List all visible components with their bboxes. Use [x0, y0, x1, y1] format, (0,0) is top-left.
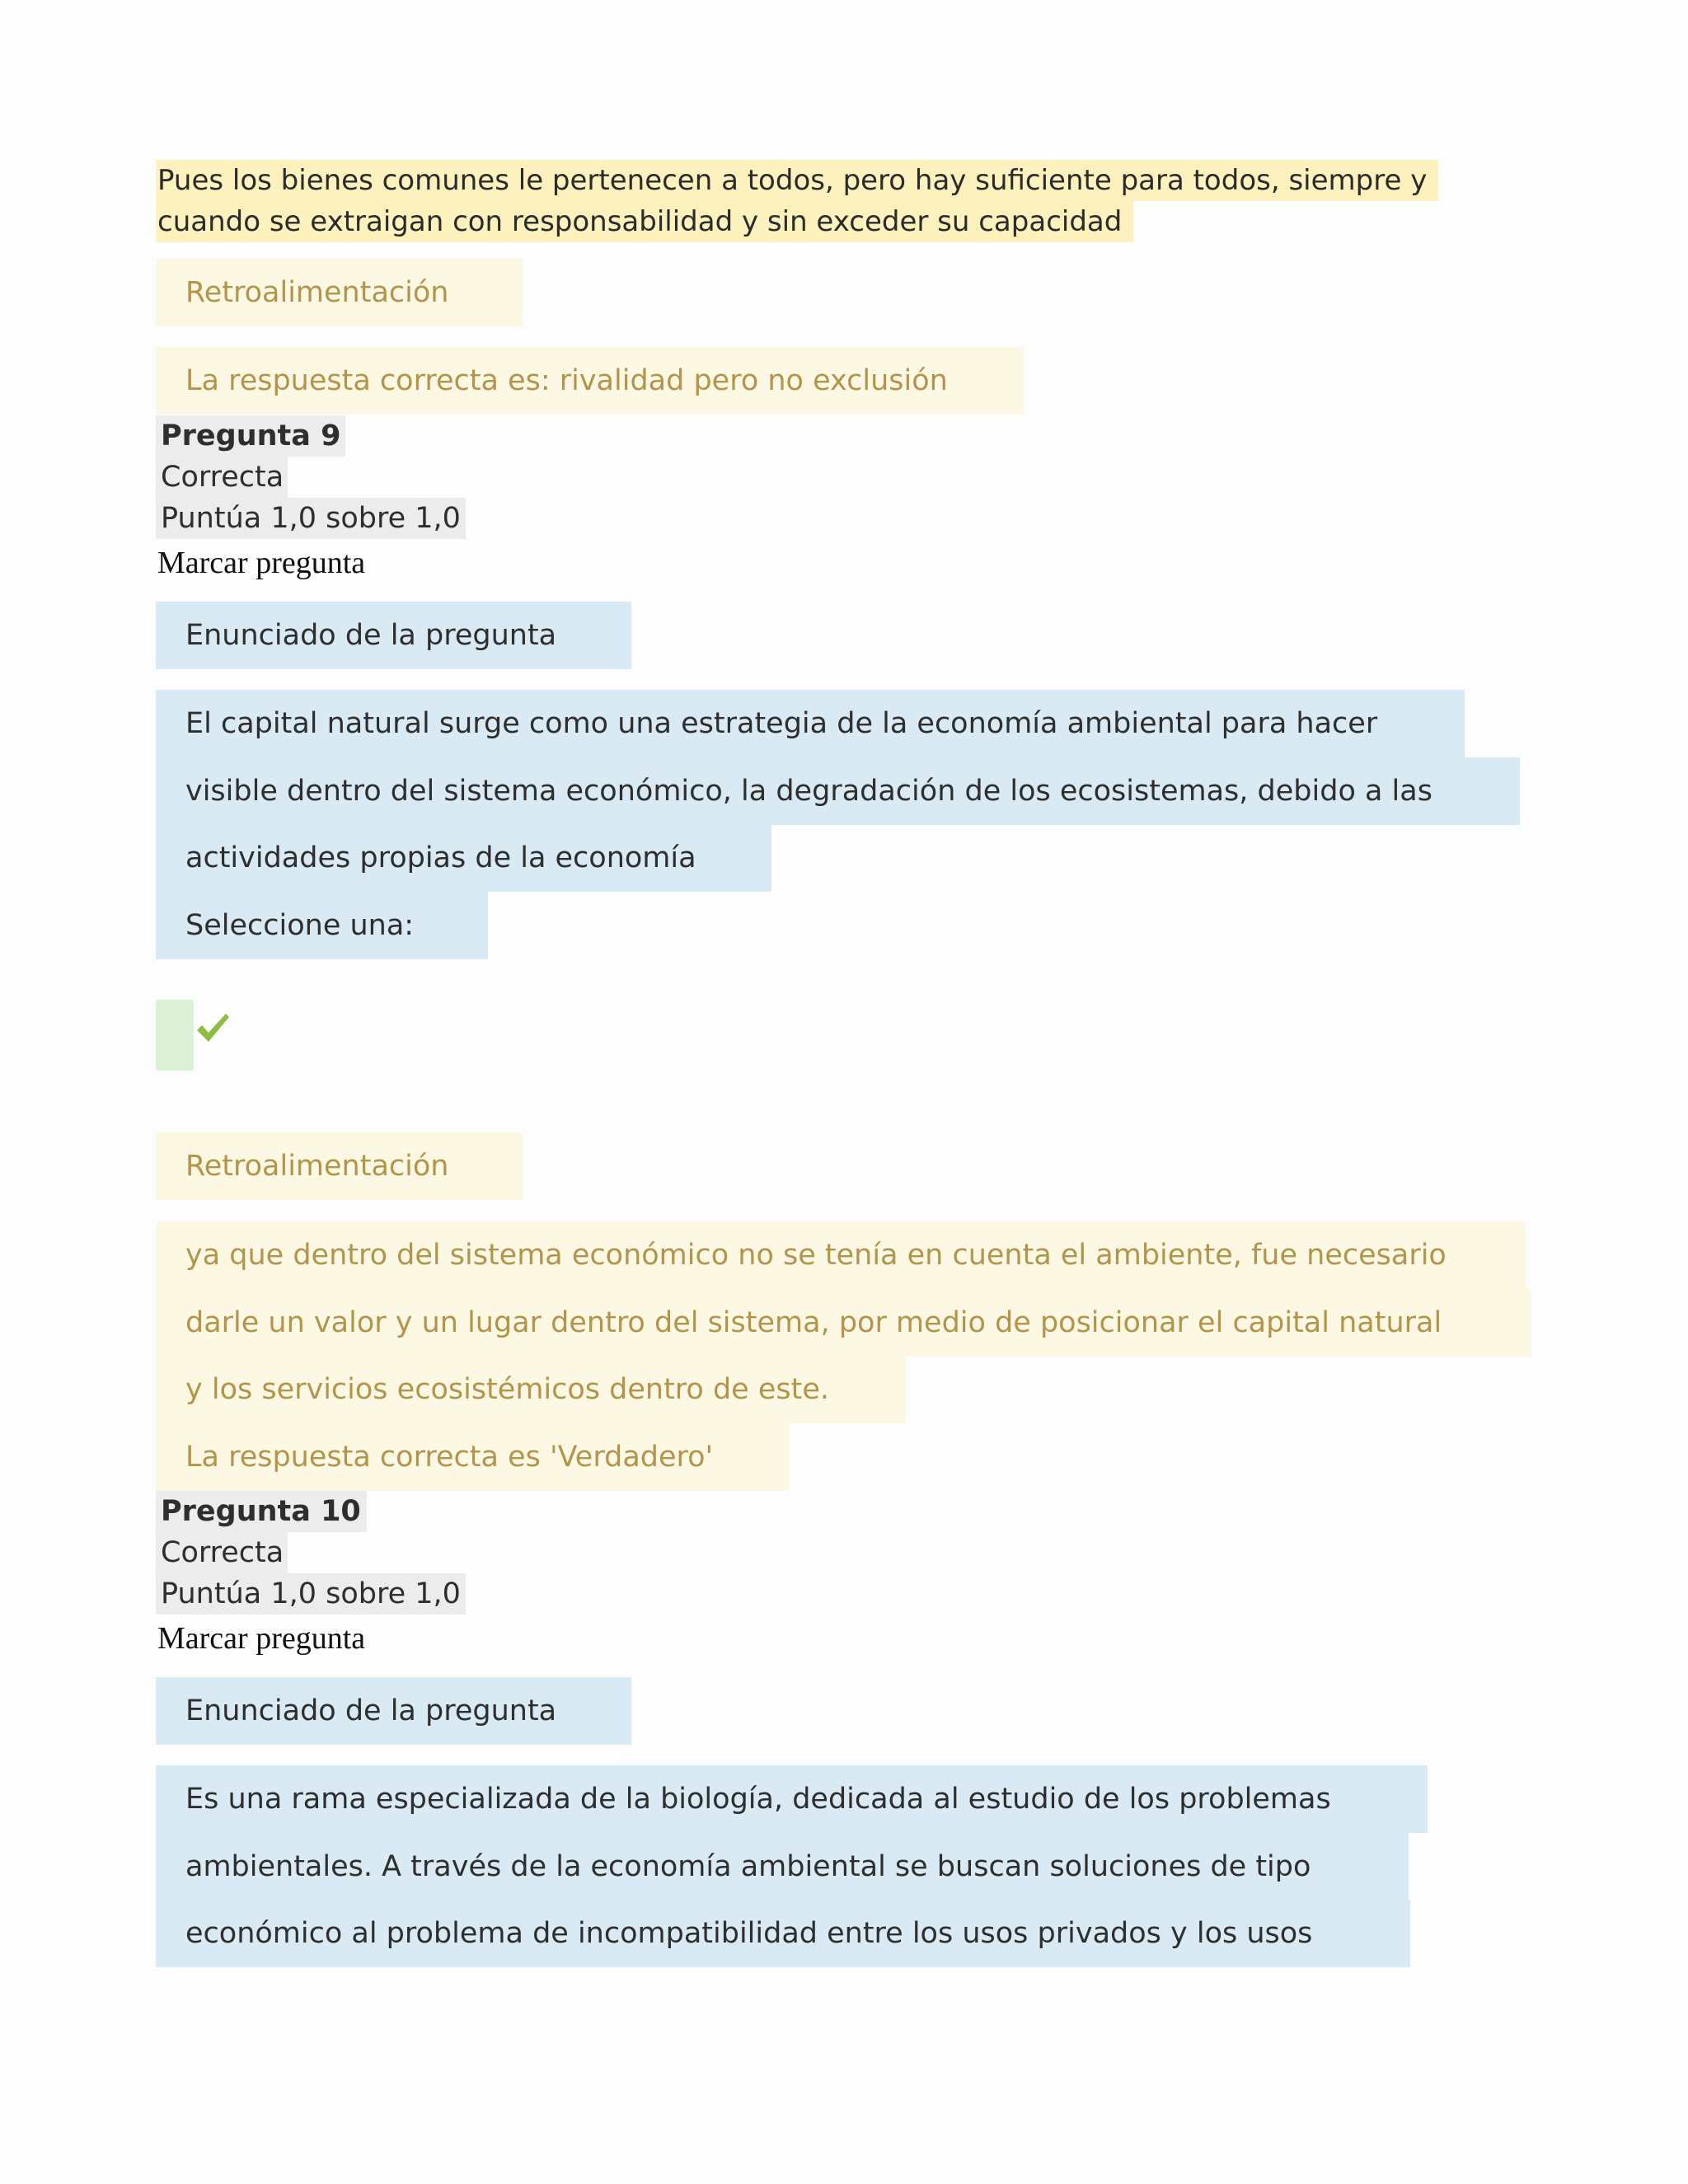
- select-prompt: Seleccione una:: [156, 892, 488, 959]
- answer-text-line-2: cuando se extraigan con responsabilidad y sin exceder su capacidad: [156, 201, 1133, 242]
- feedback-line-2: darle un valor y un lugar dentro del sistema, por medio de posicionar el capital natural: [156, 1289, 1531, 1357]
- statement-header: Enunciado de la pregunta: [156, 602, 631, 669]
- correct-answer-text: La respuesta correcta es: rivalidad pero no exclusión: [156, 347, 1024, 415]
- checkmark-icon: [195, 1010, 231, 1047]
- answer-option-marker: [156, 1000, 194, 1071]
- question-number: Pregunta 9: [156, 415, 345, 457]
- question-score: Puntúa 1,0 sobre 1,0: [156, 1573, 466, 1615]
- statement-line-3: actividades propias de la economía: [156, 824, 771, 892]
- answer-text-line-1: Pues los bienes comunes le pertenecen a todos, pero hay suficiente para todos, siempre y: [156, 160, 1438, 201]
- flag-question-link[interactable]: Marcar pregunta: [157, 1621, 366, 1656]
- statement-line-2: ambientales. A través de la economía ambiental se buscan soluciones de tipo: [156, 1833, 1409, 1900]
- statement-line-3: económico al problema de incompatibilidad entre los usos privados y los usos: [156, 1900, 1410, 1967]
- flag-question-link[interactable]: Marcar pregunta: [157, 546, 366, 580]
- question-score: Puntúa 1,0 sobre 1,0: [156, 498, 466, 539]
- correct-answer-text: La respuesta correcta es 'Verdadero': [156, 1423, 789, 1491]
- feedback-title: Retroalimentación: [156, 259, 523, 326]
- feedback-line-1: ya que dentro del sistema económico no se tenía en cuenta el ambiente, fue necesario: [156, 1221, 1526, 1289]
- statement-line-1: El capital natural surge como una estrategia de la economía ambiental para hacer: [156, 690, 1465, 757]
- feedback-line-3: y los servicios ecosistémicos dentro de este.: [156, 1356, 906, 1423]
- question-status: Correcta: [156, 457, 288, 498]
- question-status: Correcta: [156, 1532, 288, 1573]
- feedback-title: Retroalimentación: [156, 1132, 523, 1200]
- statement-line-2: visible dentro del sistema económico, la degradación de los ecosistemas, debido a las: [156, 757, 1520, 825]
- question-number: Pregunta 10: [156, 1491, 367, 1532]
- statement-line-1: Es una rama especializada de la biología, dedicada al estudio de los problemas: [156, 1765, 1428, 1833]
- statement-header: Enunciado de la pregunta: [156, 1677, 631, 1745]
